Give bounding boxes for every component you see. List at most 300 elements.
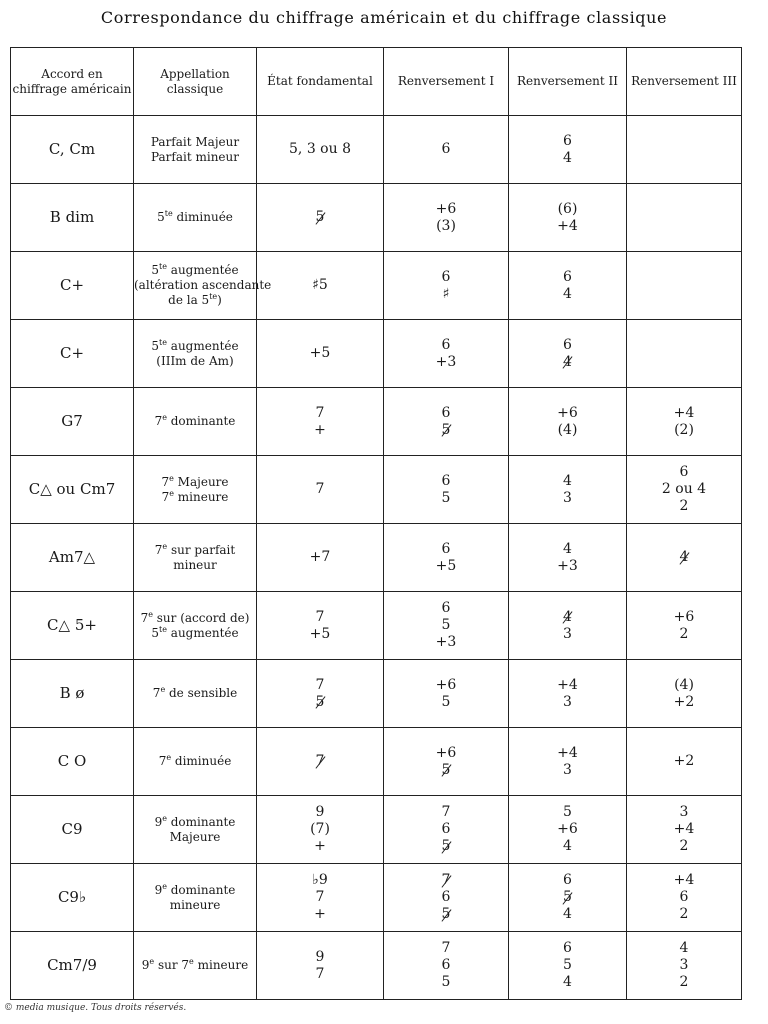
cell-line	[509, 422, 626, 439]
cell-line	[509, 405, 626, 422]
figure-text: mineur	[173, 557, 217, 572]
figure-text: 7	[140, 610, 149, 625]
classical-name-cell	[134, 524, 257, 592]
inversion-3-cell	[627, 184, 742, 252]
cell-line	[627, 405, 741, 422]
header-text: Renversement II	[516, 74, 619, 88]
cell-line	[509, 677, 626, 694]
table-row	[11, 864, 742, 932]
figure-text: 6	[441, 889, 451, 905]
table-row	[11, 184, 742, 252]
cell-line	[509, 762, 626, 779]
figure-text: 5	[441, 617, 451, 633]
cell-line	[509, 354, 626, 371]
header-text: État fondamental	[267, 74, 373, 88]
cell-line	[384, 634, 508, 651]
figure-text: 7	[315, 608, 325, 625]
header-text: Appellation	[160, 66, 230, 81]
cell-line	[384, 201, 508, 218]
cell-line	[257, 609, 383, 626]
superscript: te	[159, 624, 167, 634]
cell-line	[257, 405, 383, 422]
table-row	[11, 456, 742, 524]
cell-line	[11, 209, 133, 226]
cell-line	[509, 558, 626, 575]
cell-line	[257, 209, 383, 226]
cell-line	[509, 269, 626, 286]
figure-text: Cm7/9	[47, 956, 97, 974]
cell-line	[11, 957, 133, 974]
figure-text: dominante	[166, 882, 236, 897]
figure-text: 5	[441, 693, 451, 710]
american-chord-cell	[11, 320, 134, 388]
figure-text: mineure	[173, 489, 229, 504]
cell-line	[134, 293, 256, 308]
figure-text: 6	[563, 940, 572, 956]
root-position-cell	[257, 524, 384, 592]
figure-text: +5	[309, 345, 331, 361]
cell-line	[257, 345, 383, 362]
figure-text: ♭9	[312, 872, 328, 888]
figure-text: B ø	[59, 684, 85, 702]
cell-line	[384, 422, 508, 439]
cell-line	[627, 838, 741, 855]
figure-text: 2	[679, 498, 689, 514]
figure-text: 5	[151, 625, 160, 640]
figure-text: +6	[557, 821, 578, 837]
inversion-1-cell	[384, 728, 509, 796]
figure-text: 7	[152, 686, 161, 700]
inversion-3-cell	[627, 864, 742, 932]
cell-line	[11, 753, 133, 770]
cell-line	[134, 278, 272, 293]
cell-line	[627, 804, 741, 821]
figure-text: sur 7	[154, 958, 190, 972]
cell-line	[627, 753, 741, 770]
figure-text: 3	[679, 957, 689, 973]
figure-text: 5	[441, 489, 451, 506]
cell-line	[134, 490, 256, 505]
figure-text: C△ ou Cm7	[28, 480, 116, 498]
superscript: te	[159, 337, 167, 347]
inversion-1-cell	[384, 320, 509, 388]
cell-line	[627, 498, 741, 515]
figure-text: 2 ou 4	[661, 481, 707, 497]
figure-text: (7)	[310, 821, 330, 837]
cell-line	[134, 414, 256, 429]
inversion-2-cell	[509, 864, 627, 932]
american-chord-cell	[11, 728, 134, 796]
figure-text: 6	[441, 600, 451, 616]
figure-text: 7	[315, 676, 325, 693]
figure-text: 6	[679, 464, 689, 480]
cell-line	[509, 957, 626, 974]
classical-name-cell	[134, 388, 257, 456]
inversion-2-cell	[509, 728, 627, 796]
figure-text: 4	[563, 472, 572, 489]
figure-text: 2	[679, 838, 689, 854]
cell-line	[509, 804, 626, 821]
figure-text: +4	[673, 404, 695, 421]
figure-text: Am7△	[48, 548, 96, 566]
figure-text: +4	[557, 744, 578, 761]
figure-text: 7	[154, 542, 163, 557]
figure-text: 2	[679, 906, 689, 922]
root-position-cell	[257, 796, 384, 864]
figure-text: (3)	[436, 217, 456, 234]
inversion-1-cell	[384, 932, 509, 1000]
figure-text: 6	[563, 268, 572, 285]
cell-line	[384, 286, 508, 303]
cell-line	[257, 677, 383, 694]
figure-text: +5	[309, 625, 331, 642]
inversion-3-cell	[627, 592, 742, 660]
figure-text: 6	[563, 872, 572, 888]
inversion-2-cell	[509, 320, 627, 388]
figure-text: C△ 5+	[47, 616, 97, 634]
superscript: e	[169, 488, 174, 498]
cell-line	[134, 830, 256, 845]
figure-text: C+	[59, 276, 85, 294]
cell-line	[384, 541, 508, 558]
figure-text: 5, 3 ou 8	[289, 141, 351, 157]
figure-text: +6	[557, 404, 578, 421]
cell-line	[384, 872, 508, 889]
classical-name-cell	[134, 252, 272, 320]
figure-text: +6	[435, 744, 457, 761]
figure-text: +4	[673, 821, 695, 837]
figure-text: 7	[161, 474, 170, 489]
cell-line	[134, 339, 256, 354]
inversion-2-cell	[509, 796, 627, 864]
struck-figure: 4	[563, 353, 572, 370]
struck-figure: 5	[441, 906, 451, 922]
figure-text: 3	[563, 489, 572, 506]
cell-line	[384, 694, 508, 711]
figure-text: (IIIm de Am)	[156, 353, 234, 368]
figure-text: +2	[673, 753, 695, 769]
table-row	[11, 660, 742, 728]
cell-line	[384, 889, 508, 906]
figure-text: 4	[563, 838, 572, 854]
cell-line	[134, 558, 256, 573]
root-position-cell	[257, 320, 384, 388]
header-row	[11, 48, 742, 116]
cell-line	[627, 609, 741, 626]
cell-line	[11, 685, 133, 702]
superscript: te	[164, 209, 173, 218]
figure-text: )	[217, 293, 222, 307]
header-text: Accord en	[41, 66, 103, 81]
header-inversion-3	[627, 48, 742, 116]
header-text: chiffrage américain	[12, 81, 132, 96]
classical-name-cell	[134, 660, 257, 728]
figure-text: (4)	[557, 421, 578, 438]
inversion-2-cell	[509, 456, 627, 524]
figure-text: +5	[435, 557, 457, 574]
cell-line	[134, 135, 256, 150]
cell-line	[257, 872, 383, 889]
cell-line	[384, 218, 508, 235]
figure-text: 7	[441, 940, 451, 956]
cell-line	[627, 906, 741, 923]
struck-figure: 4	[679, 549, 689, 565]
table-row	[11, 796, 742, 864]
figure-text: dominante	[166, 414, 236, 428]
figure-text: C+	[59, 344, 85, 362]
figure-text: 4	[563, 285, 572, 302]
figure-text: dominante	[166, 814, 236, 829]
struck-figure: 5	[441, 838, 451, 854]
figure-text: 6	[563, 336, 572, 353]
figure-text: 7	[315, 481, 325, 497]
figure-text: (2)	[674, 421, 694, 438]
struck-figure: 7	[441, 872, 451, 888]
cell-line	[11, 277, 133, 294]
cell-line	[134, 150, 256, 165]
figure-text: +3	[557, 557, 578, 574]
cell-line	[509, 541, 626, 558]
figure-text: 5	[151, 338, 160, 353]
cell-line	[134, 754, 256, 769]
cell-line	[134, 543, 256, 558]
cell-line	[257, 481, 383, 498]
figure-text: 7	[161, 489, 170, 504]
cell-line	[134, 263, 256, 278]
figure-text: 6	[441, 821, 451, 837]
cell-line	[384, 940, 508, 957]
cell-line	[257, 804, 383, 821]
cell-line	[384, 957, 508, 974]
cell-line	[134, 210, 256, 225]
header-inversion-2	[509, 48, 627, 116]
struck-figure: 7	[315, 753, 325, 769]
inversion-1-cell	[384, 388, 509, 456]
cell-line	[509, 626, 626, 643]
cell-line	[134, 686, 256, 701]
figure-text: 6	[441, 404, 451, 421]
cell-line	[627, 694, 741, 711]
figure-text: diminuée	[171, 754, 232, 768]
american-chord-cell	[11, 660, 134, 728]
classical-name-cell	[134, 184, 257, 252]
cell-line	[627, 940, 741, 957]
figure-text: mineure	[193, 958, 249, 972]
american-chord-cell	[11, 252, 134, 320]
figure-text: +	[314, 421, 326, 438]
superscript: e	[162, 541, 168, 551]
inversion-3-cell	[627, 796, 742, 864]
figure-text: 6	[441, 336, 451, 353]
root-position-cell	[257, 660, 384, 728]
figure-text: 7	[158, 754, 167, 768]
cell-line	[257, 753, 383, 770]
figure-text: 4	[563, 974, 572, 990]
inversion-3-cell	[627, 660, 742, 728]
root-position-cell	[257, 592, 384, 660]
inversion-1-cell	[384, 184, 509, 252]
cell-line	[11, 413, 133, 430]
figure-text: 6	[441, 141, 451, 157]
figure-text: +6	[435, 676, 457, 693]
cell-line	[627, 974, 741, 991]
classical-name-cell	[134, 456, 257, 524]
figure-text: C9	[61, 820, 83, 838]
copyright-footer: © media musique. Tous droits réservés.	[4, 1003, 187, 1013]
cell-line	[134, 898, 256, 913]
figure-text: +6	[673, 608, 695, 625]
cell-line	[257, 906, 383, 923]
figure-text: (4)	[674, 676, 694, 693]
figure-text: +4	[557, 217, 578, 234]
figure-text: 7	[315, 965, 325, 982]
cell-line	[11, 345, 133, 362]
inversion-2-cell	[509, 252, 627, 320]
header-inversion-1	[384, 48, 509, 116]
figure-text: augmentée	[166, 625, 239, 640]
cell-line	[509, 201, 626, 218]
cell-line	[509, 337, 626, 354]
figure-text: ♯5	[312, 277, 328, 293]
figure-text: 9	[315, 948, 325, 965]
classical-name-cell	[134, 932, 257, 1000]
american-chord-cell	[11, 456, 134, 524]
superscript: e	[166, 753, 172, 762]
cell-line	[11, 549, 133, 566]
cell-line	[134, 958, 256, 973]
root-position-cell	[257, 728, 384, 796]
cell-line	[384, 337, 508, 354]
table-row	[11, 592, 742, 660]
struck-figure: 5	[563, 889, 572, 905]
cell-line	[384, 600, 508, 617]
cell-line	[627, 889, 741, 906]
figure-text: C, Cm	[48, 140, 96, 158]
header-classical-name	[134, 48, 257, 116]
cell-line	[384, 490, 508, 507]
cell-line	[384, 141, 508, 158]
superscript: e	[162, 881, 167, 891]
figure-text: 2	[679, 625, 689, 642]
inversion-2-cell	[509, 388, 627, 456]
figure-text: 4	[563, 149, 572, 166]
figure-text: +4	[673, 872, 695, 888]
figure-text: Majeure	[173, 474, 229, 489]
inversion-3-cell	[627, 116, 742, 184]
inversion-2-cell	[509, 184, 627, 252]
figure-text: 7	[154, 414, 163, 428]
inversion-2-cell	[509, 660, 627, 728]
superscript: te	[209, 292, 218, 301]
cell-line	[509, 133, 626, 150]
cell-line	[134, 354, 256, 369]
cell-line	[627, 481, 741, 498]
cell-line	[627, 677, 741, 694]
root-position-cell	[257, 932, 384, 1000]
cell-line	[384, 762, 508, 779]
cell-line	[384, 617, 508, 634]
cell-line	[384, 354, 508, 371]
american-chord-cell	[11, 184, 134, 252]
inversion-3-cell	[627, 932, 742, 1000]
cell-line	[257, 277, 383, 294]
superscript: te	[159, 262, 167, 271]
cell-line	[509, 286, 626, 303]
figure-text: de sensible	[165, 686, 238, 700]
american-chord-cell	[11, 592, 134, 660]
cell-line	[257, 422, 383, 439]
american-chord-cell	[11, 796, 134, 864]
inversion-1-cell	[384, 660, 509, 728]
figure-text: 5	[157, 210, 165, 224]
inversion-3-cell	[627, 728, 742, 796]
header-american-chord	[11, 48, 134, 116]
table-row	[11, 252, 742, 320]
table-row	[11, 320, 742, 388]
correspondence-table	[10, 47, 742, 1000]
inversion-1-cell	[384, 456, 509, 524]
cell-line	[509, 745, 626, 762]
inversion-1-cell	[384, 524, 509, 592]
figure-text: ♯	[442, 285, 450, 302]
figure-text: +6	[435, 200, 457, 217]
superscript: e	[162, 813, 167, 823]
classical-name-cell	[134, 592, 257, 660]
figure-text: 3	[563, 625, 572, 642]
figure-text: (altération ascendante	[134, 278, 272, 292]
inversion-2-cell	[509, 592, 627, 660]
cell-line	[384, 558, 508, 575]
figure-text: +	[314, 906, 326, 922]
figure-text: B dim	[49, 208, 95, 226]
figure-text: Majeure	[169, 829, 221, 844]
cell-line	[509, 490, 626, 507]
american-chord-cell	[11, 116, 134, 184]
cell-line	[384, 269, 508, 286]
figure-text: +4	[557, 676, 578, 693]
root-position-cell	[257, 252, 384, 320]
inversion-3-cell	[627, 388, 742, 456]
cell-line	[384, 405, 508, 422]
cell-line	[134, 815, 256, 830]
cell-line	[384, 677, 508, 694]
figure-text: 4	[679, 940, 689, 956]
figure-text: 5	[151, 263, 160, 277]
inversion-3-cell	[627, 320, 742, 388]
cell-line	[509, 838, 626, 855]
cell-line	[384, 745, 508, 762]
inversion-3-cell	[627, 456, 742, 524]
cell-line	[134, 626, 256, 641]
figure-text: 4	[563, 906, 572, 922]
figure-text: +	[314, 838, 326, 854]
page-title: Correspondance du chiffrage américain et du chiffrage classique	[100, 8, 668, 27]
figure-text: 5	[563, 804, 572, 820]
cell-line	[509, 218, 626, 235]
cell-line	[257, 141, 383, 158]
table-row	[11, 932, 742, 1000]
superscript: e	[148, 609, 153, 619]
figure-text: 6	[679, 889, 689, 905]
superscript: e	[162, 413, 167, 422]
cell-line	[257, 694, 383, 711]
figure-text: 6	[563, 132, 572, 149]
superscript: e	[189, 957, 194, 966]
classical-name-cell	[134, 728, 257, 796]
cell-line	[384, 821, 508, 838]
cell-line	[627, 957, 741, 974]
cell-line	[257, 838, 383, 855]
